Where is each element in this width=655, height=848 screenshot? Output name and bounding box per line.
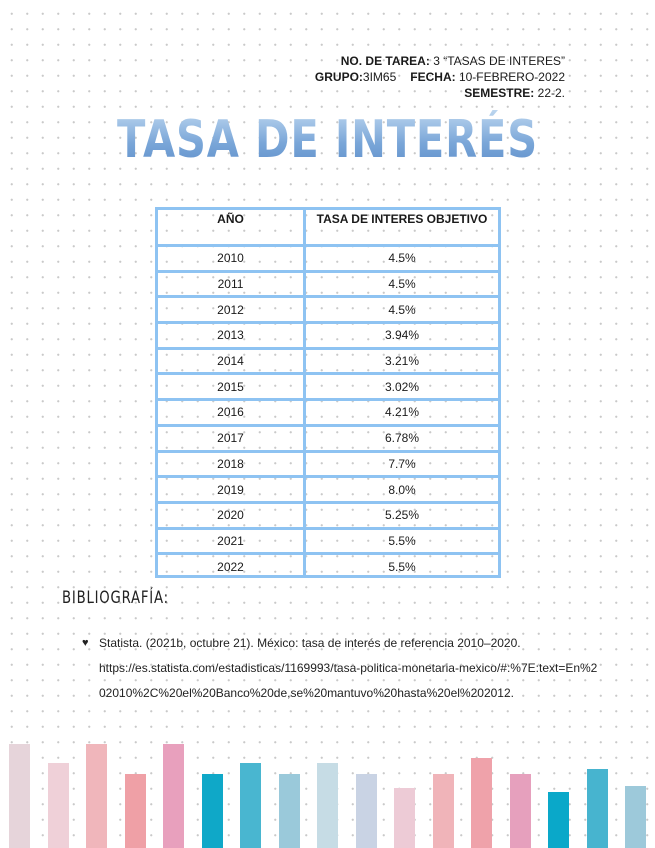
table-row bbox=[158, 324, 498, 350]
decorative-bar bbox=[471, 758, 492, 848]
table-row bbox=[158, 478, 498, 504]
rate-cell: 6.78% bbox=[306, 427, 498, 453]
table-row bbox=[158, 350, 498, 376]
year-cell: 2015 bbox=[158, 375, 306, 401]
assignment-header bbox=[315, 53, 565, 101]
year-cell: 2013 bbox=[158, 324, 306, 350]
rate-cell: 8.0% bbox=[306, 478, 498, 504]
table-row bbox=[158, 530, 498, 556]
decorative-bar bbox=[202, 774, 223, 848]
table-row bbox=[158, 273, 498, 299]
year-cell: 2011 bbox=[158, 273, 306, 299]
year-cell: 2014 bbox=[158, 350, 306, 376]
decorative-bar bbox=[48, 763, 69, 848]
decorative-bar bbox=[510, 774, 531, 848]
semestre-label: SEMESTRE: bbox=[464, 86, 535, 100]
decorative-bar bbox=[317, 763, 338, 848]
table-row bbox=[158, 247, 498, 273]
bibliography-entry bbox=[84, 631, 600, 706]
year-cell: 2012 bbox=[158, 298, 306, 324]
rate-cell: 3.02% bbox=[306, 375, 498, 401]
table-header-row bbox=[158, 210, 498, 247]
page-title: TASA DE INTERÉS bbox=[66, 110, 590, 170]
decorative-bar bbox=[587, 769, 608, 848]
citation-url[interactable]: https://es.statista.com/estadisticas/1169993/tasa-politica-monetaria-mexico/#:%7E:text=En%202010%2C%20el%20Banco%20de,se%20mantuvo%20hasta%20el%202012. bbox=[99, 661, 598, 700]
semestre-value: 22-2. bbox=[537, 86, 565, 100]
rate-cell: 4.21% bbox=[306, 401, 498, 427]
interest-rate-table bbox=[155, 207, 501, 578]
decorative-bars bbox=[0, 738, 655, 848]
table-row bbox=[158, 375, 498, 401]
year-cell: 2010 bbox=[158, 247, 306, 273]
citation-text: Statista. (2021b, octubre 21). México: tasa de interés de referencia 2010–2020. bbox=[99, 636, 521, 650]
year-cell: 2020 bbox=[158, 504, 306, 530]
heart-bullet-icon: ♥ bbox=[82, 637, 89, 649]
year-cell: 2018 bbox=[158, 453, 306, 479]
rate-cell: 5.25% bbox=[306, 504, 498, 530]
table-body bbox=[158, 247, 498, 578]
rate-cell: 5.5% bbox=[388, 559, 416, 574]
decorative-bar bbox=[163, 744, 184, 848]
column-header-year: AÑO bbox=[158, 210, 306, 247]
table-row bbox=[158, 298, 498, 324]
decorative-bar bbox=[279, 774, 300, 848]
table-row bbox=[158, 427, 498, 453]
grupo-fecha-line bbox=[315, 69, 565, 85]
grupo-value: 3IM65 bbox=[362, 70, 397, 84]
rate-cell: 4.5% bbox=[306, 273, 498, 299]
decorative-bar bbox=[394, 788, 415, 848]
decorative-bar bbox=[356, 774, 377, 848]
table-row bbox=[158, 401, 498, 427]
fecha-value: 10-FEBRERO-2022 bbox=[458, 70, 565, 84]
rate-cell: 3.21% bbox=[306, 350, 498, 376]
bibliography-heading: BIBLIOGRAFÍA: bbox=[62, 588, 169, 608]
decorative-bar bbox=[240, 763, 261, 848]
year-cell: 2021 bbox=[158, 530, 306, 556]
decorative-bar bbox=[548, 792, 569, 848]
table-row bbox=[158, 555, 498, 578]
decorative-bar bbox=[125, 774, 146, 848]
rate-cell: 7.7% bbox=[306, 453, 498, 479]
tarea-value: 3 “TASAS DE INTERES” bbox=[433, 54, 565, 68]
year-cell: 2019 bbox=[158, 478, 306, 504]
rate-cell: 4.5% bbox=[306, 298, 498, 324]
tarea-label: NO. DE TAREA: bbox=[340, 54, 430, 68]
year-cell: 2017 bbox=[158, 427, 306, 453]
year-cell: 2022 bbox=[158, 555, 306, 578]
tarea-line bbox=[315, 53, 565, 69]
rate-cell: 5.5% bbox=[306, 530, 498, 556]
decorative-bar bbox=[625, 786, 646, 848]
rate-cell: 3.94% bbox=[306, 324, 498, 350]
fecha-label: FECHA: bbox=[410, 70, 456, 84]
decorative-bar bbox=[86, 744, 107, 848]
semestre-line bbox=[315, 85, 565, 101]
decorative-bar bbox=[9, 744, 30, 848]
year-cell: 2016 bbox=[158, 401, 306, 427]
grupo-label: GRUPO: bbox=[314, 70, 363, 84]
column-header-rate: TASA DE INTERES OBJETIVO bbox=[306, 210, 498, 247]
rate-cell: 4.5% bbox=[306, 247, 498, 273]
decorative-bar bbox=[433, 774, 454, 848]
table-row bbox=[158, 453, 498, 479]
table-row bbox=[158, 504, 498, 530]
